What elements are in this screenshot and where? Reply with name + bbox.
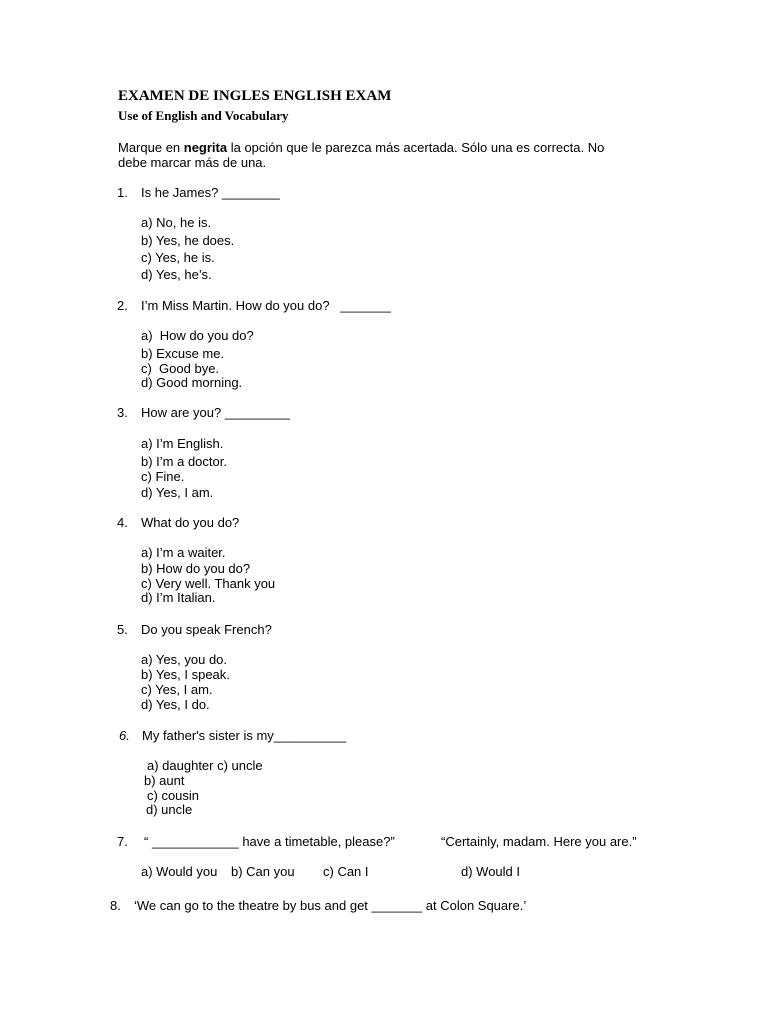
question-text: ‘We can go to the theatre by bus and get _______ at Colon Square.’	[134, 898, 527, 913]
answer-option: d) Good morning.	[141, 375, 243, 390]
question-number: 1.	[117, 185, 128, 200]
answer-option: b) How do you do?	[141, 561, 251, 576]
answer-option: a) I’m a waiter.	[141, 545, 226, 560]
question-text: Is he James? ________	[141, 185, 280, 200]
answer-option: b) Yes, he does.	[141, 233, 235, 248]
question-number: 7.	[117, 834, 128, 849]
question-reply: “Certainly, madam. Here you are.”	[441, 834, 637, 849]
answer-option: a) I’m English.	[141, 436, 224, 451]
answer-option: a) Yes, you do.	[141, 652, 228, 667]
question-number: 4.	[117, 515, 128, 530]
answer-option: c) cousin	[147, 788, 200, 803]
question-text: What do you do?	[141, 515, 240, 530]
answer-option: a) daughter c) uncle	[147, 758, 263, 773]
question-number: 2.	[117, 298, 128, 313]
question-number: 8.	[110, 898, 121, 913]
instructions-line-2: debe marcar más de una.	[118, 155, 267, 170]
question-text: How are you? _________	[141, 405, 290, 420]
answer-option: d) Would I	[461, 864, 521, 879]
answer-option: b) I’m a doctor.	[141, 454, 227, 469]
answer-option: d) I’m Italian.	[141, 590, 216, 605]
exam-title: EXAMEN DE INGLES ENGLISH EXAM	[118, 88, 392, 104]
answer-option: b) aunt	[144, 773, 185, 788]
answer-option: c) Can I	[323, 864, 369, 879]
question-number: 5.	[117, 622, 128, 637]
question-number: 3.	[117, 405, 128, 420]
answer-option: a) How do you do?	[141, 328, 254, 343]
answer-option: a) Would you	[141, 864, 218, 879]
answer-option: d) uncle	[146, 802, 193, 817]
answer-option: d) Yes, he’s.	[141, 267, 212, 282]
instructions-line-1	[118, 140, 604, 155]
answer-option: a) No, he is.	[141, 215, 212, 230]
answer-option: c) Very well. Thank you	[141, 576, 276, 591]
answer-option: c) Good bye.	[141, 361, 220, 376]
instructions-bold-word: negrita	[183, 140, 228, 155]
answer-option: d) Yes, I do.	[141, 697, 210, 712]
answer-option: d) Yes, I am.	[141, 485, 214, 500]
question-text: “ ____________ have a timetable, please?”	[144, 834, 395, 849]
question-text: My father's sister is my__________	[142, 728, 347, 743]
question-text: Do you speak French?	[141, 622, 272, 637]
question-text: I’m Miss Martin. How do you do? _______	[141, 298, 392, 313]
answer-option: b) Excuse me.	[141, 346, 225, 361]
answer-option: b) Yes, I speak.	[141, 667, 230, 682]
answer-option: c) Fine.	[141, 469, 185, 484]
instructions-text: la opción que le parezca más acertada. Sólo una es correcta. No	[227, 140, 605, 155]
answer-option: c) Yes, he is.	[141, 250, 215, 265]
exam-subtitle: Use of English and Vocabulary	[118, 108, 289, 123]
answer-option: c) Yes, I am.	[141, 682, 213, 697]
answer-option: b) Can you	[231, 864, 295, 879]
instructions-text: Marque en	[118, 140, 184, 155]
question-number: 6.	[119, 728, 130, 743]
